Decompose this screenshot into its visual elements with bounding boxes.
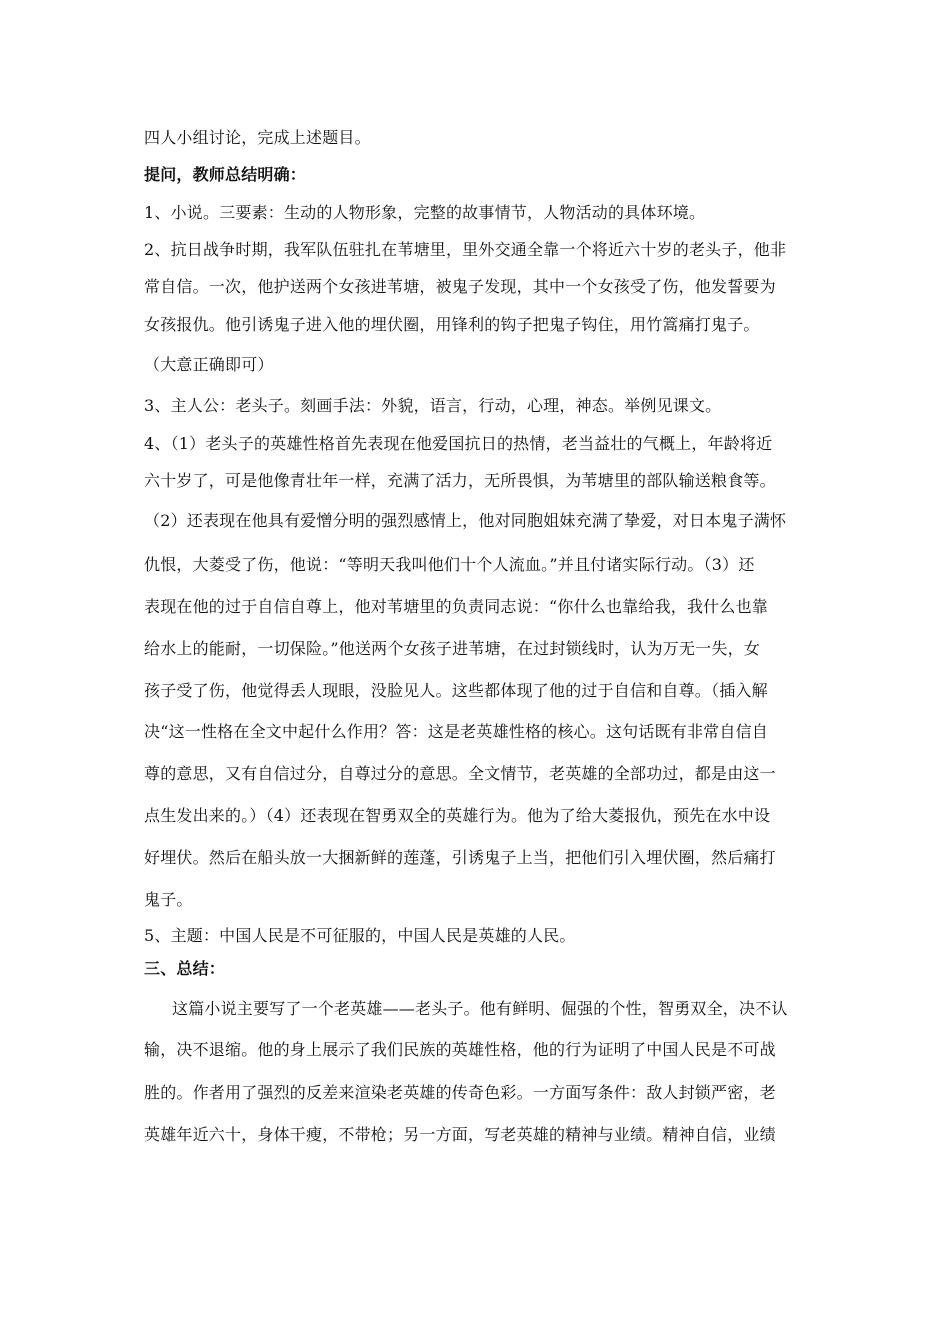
text-line: 这篇小说主要写了一个老英雄——老头子。他有鲜明、倔强的个性，智勇双全，决不认: [172, 999, 788, 1018]
text-line: 好埋伏。然后在船头放一大捆新鲜的莲蓬，引诱鬼子上当，把他们引入埋伏圈，然后痛打: [144, 848, 776, 867]
text-line: 表现在他的过于自信自尊上，他对苇塘里的负责同志说：“你什么也靠给我，我什么也靠: [144, 597, 768, 616]
text-line: 点生发出来的。）（4）还表现在智勇双全的英雄行为。他为了给大菱报仇，预先在水中设: [144, 806, 771, 825]
text-line: 1、小说。三要素：生动的人物形象，完整的故事情节，人物活动的具体环境。: [144, 203, 706, 222]
text-line: 六十岁了，可是他像青壮年一样，充满了活力，无所畏惧，为苇塘里的部队输送粮食等。: [144, 471, 776, 490]
text-line: 四人小组讨论，完成上述题目。: [144, 128, 371, 147]
text-line: 4、（1）老头子的英雄性格首先表现在他爱国抗日的热情，老当益壮的气概上，年龄将近: [144, 434, 773, 453]
text-line: 胜的。作者用了强烈的反差来渲染老英雄的传奇色彩。一方面写条件：敌人封锁严密，老: [144, 1083, 776, 1102]
text-line: （大意正确即可）: [144, 355, 274, 374]
text-line: 常自信。一次，他护送两个女孩进苇塘，被鬼子发现，其中一个女孩受了伤，他发誓要为: [144, 277, 776, 296]
text-line: 孩子受了伤，他觉得丢人现眼，没脸见人。这些都体现了他的过于自信和自尊。（插入解: [144, 681, 768, 700]
section-heading: 提问，教师总结明确：: [144, 165, 307, 184]
text-line: 仇恨，大菱受了伤，他说：“等明天我叫他们十个人流血。”并且付诸实际行动。（3）还: [144, 555, 755, 574]
section-heading: 三、总结：: [144, 959, 226, 978]
text-line: 女孩报仇。他引诱鬼子进入他的埋伏圈，用锋利的钩子把鬼子钩住，用竹篙痛打鬼子。: [144, 315, 760, 334]
text-line: 输，决不退缩。他的身上展示了我们民族的英雄性格，他的行为证明了中国人民是不可战: [144, 1040, 776, 1059]
text-line: 尊的意思，又有自信过分，自尊过分的意思。全文情节，老英雄的全部功过，都是由这一: [144, 764, 776, 783]
text-line: （2）还表现在他具有爱憎分明的强烈感情上，他对同胞姐妹充满了挚爱，对日本鬼子满怀: [144, 511, 787, 530]
text-line: 2、抗日战争时期，我军队伍驻扎在苇塘里，里外交通全靠一个将近六十岁的老头子，他非: [144, 240, 787, 259]
text-line: 鬼子。: [144, 890, 193, 909]
text-line: 给水上的能耐，一切保险。”他送两个女孩子进苇塘，在过封锁线时，认为万无一失，女: [144, 639, 760, 658]
text-line: 决“这一性格在全文中起什么作用？答：这是老英雄性格的核心。这句话既有非常自信自: [144, 722, 768, 741]
text-line: 3、主人公：老头子。刻画手法：外貌，语言，行动，心理，神态。举例见课文。: [144, 396, 722, 415]
text-line: 5、主题：中国人民是不可征服的，中国人民是英雄的人民。: [144, 926, 576, 945]
text-line: 英雄年近六十，身体干瘦，不带枪；另一方面，写老英雄的精神与业绩。精神自信，业绩: [144, 1125, 776, 1144]
